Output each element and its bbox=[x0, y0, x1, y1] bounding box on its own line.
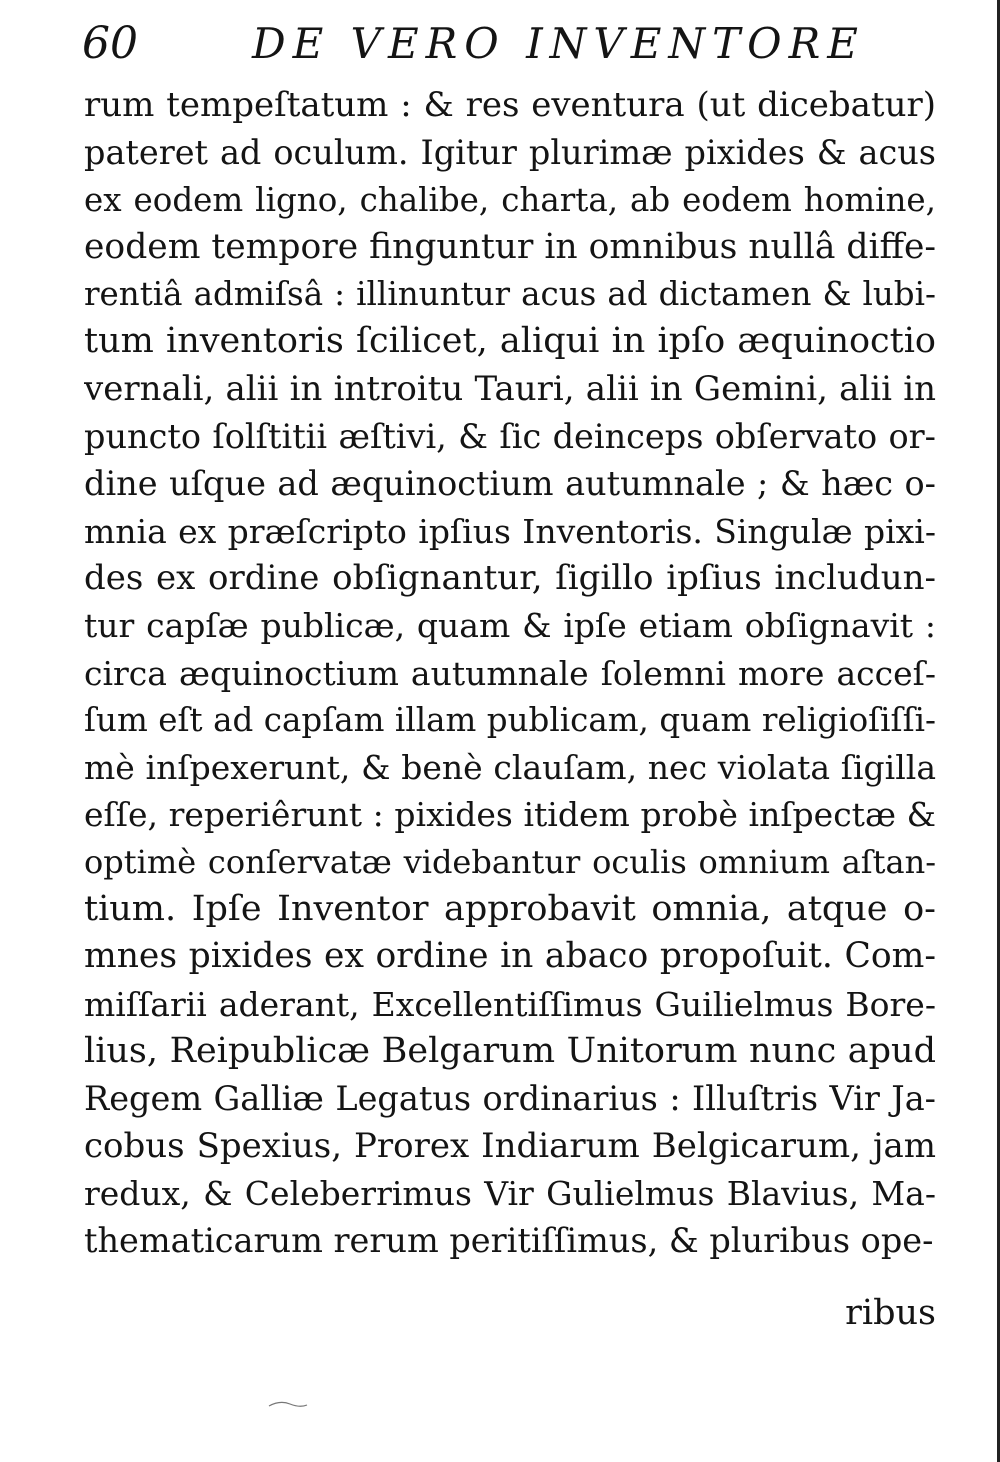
ink-smudge bbox=[268, 1400, 308, 1408]
text-line: mè inſpexerunt, & benè clauſam, nec violata ſigilla bbox=[84, 748, 936, 788]
text-line: optimè conſervatæ videbantur oculis omnium aſtan- bbox=[84, 842, 936, 881]
text-line: miſſarii aderant, Excellentiſſimus Guilielmus Bore- bbox=[84, 984, 936, 1024]
text-line: Regem Galliæ Legatus ordinarius : Illuſtris Vir Ja- bbox=[84, 1079, 936, 1119]
text-line: ex eodem ligno, chalibe, charta, ab eodem homine, bbox=[84, 180, 936, 219]
text-line: tium. Ipſe Inventor approbavit omnia, atque o- bbox=[84, 889, 936, 930]
text-line: thematicarum rerum peritiſſimus, & pluribus ope- bbox=[84, 1221, 934, 1261]
text-line: eſſe, reperiêrunt : pixides itidem probè inſpectæ & bbox=[84, 795, 936, 835]
page-number: 60 bbox=[82, 18, 138, 69]
text-line: vernali, alii in introitu Tauri, alii in Gemini, alii in bbox=[84, 368, 936, 409]
running-title: DE VERO INVENTORE bbox=[252, 19, 865, 68]
text-line: eodem tempore finguntur in omnibus nullâ diffe- bbox=[84, 226, 936, 267]
text-line: mnia ex præſcripto ipſius Inventoris. Singulæ pixi- bbox=[84, 511, 936, 551]
text-line: rentiâ admiſsâ : illinuntur acus ad dictamen & lubi- bbox=[84, 275, 936, 314]
text-line: dine uſque ad æquinoctium autumnale ; & hæc o- bbox=[84, 464, 936, 504]
body-text bbox=[84, 82, 936, 1264]
text-line: rum tempeſtatum : & res eventura (ut dicebatur) bbox=[84, 85, 936, 125]
text-line: mnes pixides ex ordine in abaco propoſuit. Com- bbox=[84, 936, 936, 977]
text-line: lius, Reipublicæ Belgarum Unitorum nunc apud bbox=[84, 1030, 936, 1071]
text-line: tum inventoris ſcilicet, aliqui in ipſo æquinoctio bbox=[84, 321, 936, 362]
text-line: puncto ſolſtitii æſtivi, & ſic deinceps obſervato or- bbox=[84, 417, 936, 457]
text-line: redux, & Celeberrimus Vir Gulielmus Blavius, Ma- bbox=[84, 1173, 936, 1213]
text-line: des ex ordine obſignantur, ſigillo ipſius includun- bbox=[84, 557, 936, 598]
text-line: cobus Spexius, Prorex Indiarum Belgicarum, jam bbox=[84, 1125, 936, 1166]
text-line: circa æquinoctium autumnale ſolemni more acceſ- bbox=[84, 653, 936, 693]
text-line: tur capſæ publicæ, quam & ipſe etiam obſignavit : bbox=[84, 606, 936, 646]
text-line: pateret ad oculum. Igitur plurimæ pixides & acus bbox=[84, 133, 936, 173]
text-line: ſum eſt ad capſam illam publicam, quam religioſiſſi- bbox=[84, 700, 936, 739]
catchword: ribus bbox=[845, 1293, 936, 1333]
running-head bbox=[82, 14, 942, 74]
